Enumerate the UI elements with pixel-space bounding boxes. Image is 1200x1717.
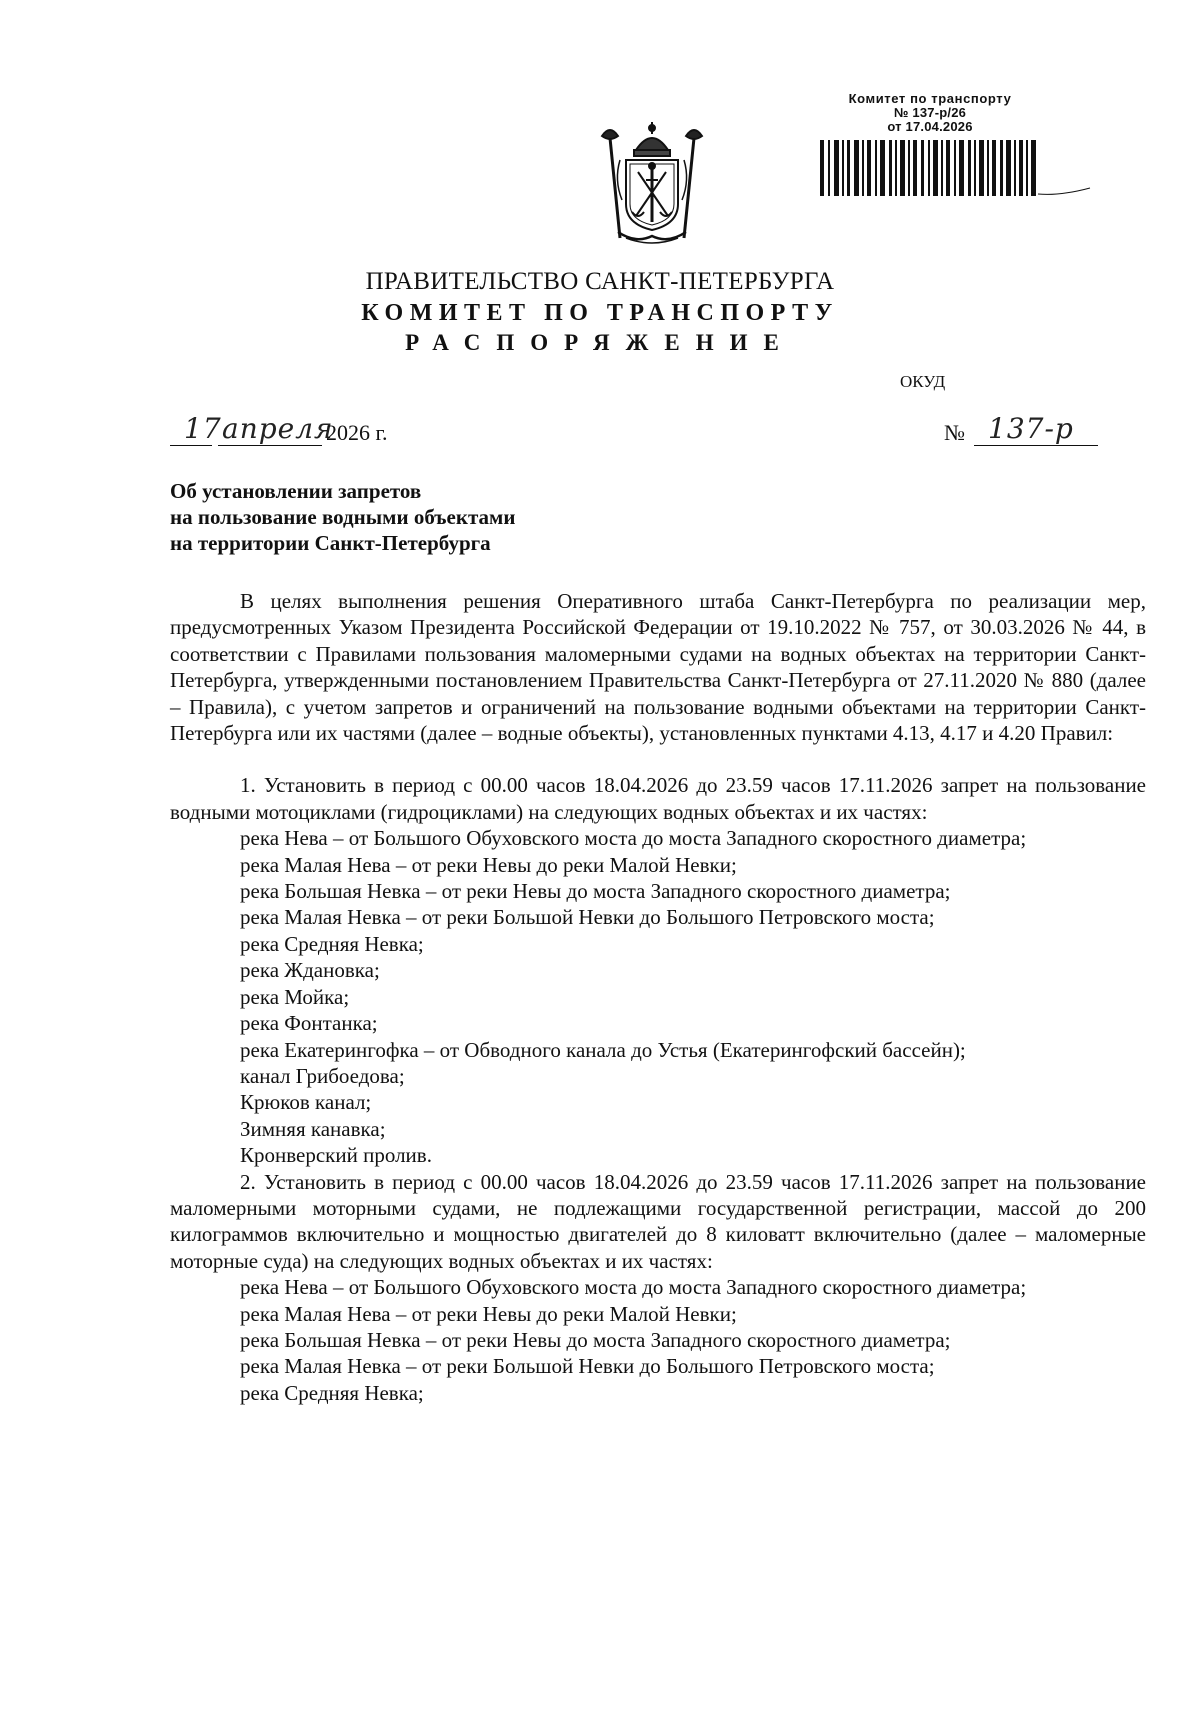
- list-item: река Мойка;: [240, 984, 350, 1009]
- document-body: [170, 588, 1146, 1406]
- document-date: [170, 414, 470, 454]
- list-item: река Малая Невка – от реки Большой Невки до Большого Петровского моста;: [240, 905, 935, 930]
- list-item: река Средняя Невка;: [240, 931, 424, 956]
- list-item: река Нева – от Большого Обуховского моста до моста Западного скоростного диаметра;: [240, 826, 1027, 851]
- list-item: река Ждановка;: [240, 958, 380, 983]
- clause-2-text: 2. Установить в период с 00.00 часов 18.04.2026 до 23.59 часов 17.11.2026 запрет на пользование маломерными моторными судами, не подлежащими государственной регистрации, массой до 200 килограммов включительно и мощностью двигателей до 8 киловатт включительно (далее – маломерные моторные суда) на следующих водных объектах и их частях:: [170, 1169, 1146, 1273]
- coat-of-arms-emblem: [596, 120, 708, 248]
- subject-line: на территории Санкт-Петербурга: [170, 531, 491, 555]
- date-day: 17: [184, 412, 222, 445]
- list-item: Крюков канал;: [240, 1090, 372, 1115]
- list-item: река Средняя Невка;: [240, 1380, 424, 1405]
- subject-line: Об установлении запретов: [170, 479, 422, 503]
- list-item: река Фонтанка;: [240, 1011, 378, 1036]
- list-item: Кронверский пролив.: [240, 1143, 432, 1168]
- preamble-paragraph: В целях выполнения решения Оперативного штаба Санкт-Петербурга по реализации мер, предусмотренных Указом Президента Российской Федерации от 19.10.2022 № 757, от 30.03.2026 № 44, в соответствии с Правилами пользования маломерными судами на водных объектах на территории Санкт-Петербурга, утвержденными постановлением Правительства Санкт-Петербурга от 27.11.2020 № 880 (далее – Правила), с учетом запретов и ограничений на пользование водными объектами на территории Санкт-Петербурга или их частями (далее – водные объекты), установленных пунктами 4.13, 4.17 и 4.20 Правил:: [170, 589, 1146, 746]
- date-month: апреля: [222, 412, 334, 445]
- okud-label: ОКУД: [900, 372, 946, 391]
- list-item: Зимняя канавка;: [240, 1116, 386, 1141]
- document-subject: [170, 478, 515, 556]
- stamp-number: № 137-р/26: [893, 105, 967, 120]
- stamp-date: от 17.04.2026: [887, 119, 973, 134]
- number-value: 137-р: [988, 412, 1074, 445]
- document-type-title: РАСПОРЯЖЕНИЕ: [405, 330, 795, 355]
- government-title: ПРАВИТЕЛЬСТВО САНКТ-ПЕТЕРБУРГА: [365, 268, 835, 295]
- document-number: [944, 414, 1104, 454]
- list-item: река Нева – от Большого Обуховского моста до моста Западного скоростного диаметра;: [240, 1275, 1027, 1300]
- list-item: река Екатерингофка – от Обводного канала до Устья (Екатерингофский бассейн);: [240, 1037, 966, 1062]
- date-day-underline: [170, 445, 212, 446]
- clause-1-text: 1. Установить в период с 00.00 часов 18.04.2026 до 23.59 часов 17.11.2026 запрет на пользование водными мотоциклами (гидроциклами) на следующих водных объектах и их частях:: [170, 773, 1146, 824]
- stamp-committee: Комитет по транспорту: [848, 91, 1012, 106]
- date-month-underline: [218, 445, 322, 446]
- list-item: река Большая Невка – от реки Невы до моста Западного скоростного диаметра;: [240, 879, 951, 904]
- number-sign: №: [944, 420, 965, 445]
- committee-title: КОМИТЕТ ПО ТРАНСПОРТУ: [361, 300, 839, 326]
- list-item: река Большая Невка – от реки Невы до моста Западного скоростного диаметра;: [240, 1327, 951, 1352]
- barcode: [820, 138, 1120, 202]
- list-item: канал Грибоедова;: [240, 1063, 405, 1088]
- list-item: река Малая Нева – от реки Невы до реки Малой Невки;: [240, 1301, 737, 1326]
- date-year: 2026 г.: [326, 420, 388, 445]
- list-item: река Малая Невка – от реки Большой Невки до Большого Петровского моста;: [240, 1354, 935, 1379]
- list-item: река Малая Нева – от реки Невы до реки Малой Невки;: [240, 852, 737, 877]
- number-underline: [974, 445, 1098, 446]
- subject-line: на пользование водными объектами: [170, 505, 516, 529]
- registration-stamp: [820, 92, 1120, 204]
